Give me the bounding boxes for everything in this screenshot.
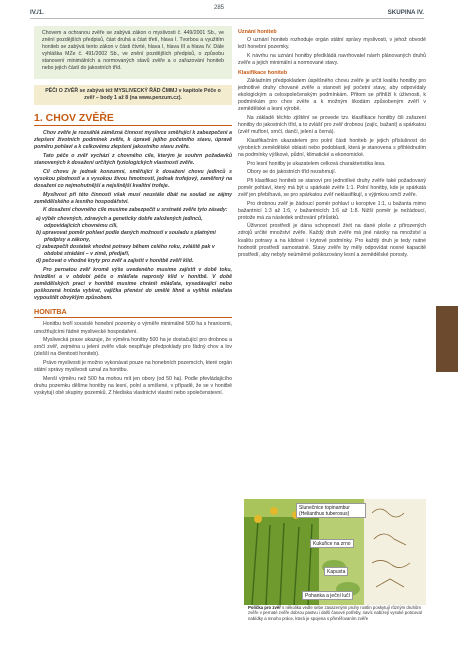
right-column — [238, 26, 426, 260]
figure-label: Pohanka a ječní lučí — [302, 591, 353, 600]
caption-text: s několika vedle sebe zasazenými pruhy rostlin poskytují různým druhům zvěře v pernaté zvěře dobrou pastvu i další časové potřeby, navíc nabízejí vysoké poticoval nabídky a mnoho práce, která je spojena s přiměřovaním zvěře — [248, 605, 422, 621]
paragraph: Na základě těchto zjištění se provede tzv. klasifikace honitby čili zařazení honitby do jakostních tříd, a to zvlášť pro zvěř drobnou (zajíc, bažant) a spárkatou (zvěř mufloní, srnčí, dančí, jelení a černá). — [238, 115, 426, 136]
paragraph: Klasifikačním ukazatelem pro polní části honiteb je jejich příslušnost do výrobních zemědělské oblasti nebo podoblasti, která je stanovena s přihlédnutím na podmínky výškové, půdní, klimatické a ekonomické. — [238, 137, 426, 158]
subsection-title: HONITBA — [34, 307, 232, 318]
paragraph: Menší výměru než 500 ha mohou mít jen obory (od 50 ha). Podle převládajícího druhu pozemku dělíme honitby na lesní, polní a smíšené, v případě, že se v honitbě vyskytují obě skupiny pozemků. Z hlediska vlastnictví vlastní nebo společenstevní. — [34, 375, 232, 396]
paragraph: Cíl chovu je jednak konzumní, směřující k dosažení chovu jedinců s vysokou plodností a s vysokou živou hmotností, jednak trofejový, zaměřený na dosažení co nejmohutnější a nejsilnější kvalitní trofeje. — [34, 168, 232, 189]
paragraph: Pro drobnou zvěř je žádoucí poměr pohlaví u koroptve 1:1, u bažanta mimo bažantnicí 1:3 až 1:6, v bažantnicích 1:6 až 1:8. Nižší poměr je nežádoucí, protože má za následek snižování přírůstků. — [238, 200, 426, 221]
paragraph: O uznání honiteb rozhoduje orgán státní správy myslivosti, v jehož obvodě leží honební pozemky. — [238, 37, 426, 51]
heading-classification: Klasifikace honiteb — [238, 69, 288, 76]
paragraph: Právo myslivosti je možno vykonávat pouze na honebních pozemcích, které orgán státní správy myslivosti uznal za honitbu. — [34, 359, 232, 373]
page-number: 285 — [214, 5, 225, 11]
paragraph: Pro pernatou zvěř kromě výše uvedeného musíme zajistit v době toku, hnízdění a v období péče o mláďata naprostý klid v honitbě. V době zemědělských prací v honitbě musíme chránit mláďata, vysedávající nebo poškozená hnízda vybírat, vajíčka přenést do umělé líhně a vylíhlá mláďata vypouštět obvyklým způsobem. — [34, 266, 232, 302]
principles-list — [34, 216, 232, 266]
law-info-box — [34, 26, 232, 79]
law-info-text: Chovem a ochranou zvěře se zabývá zákon o myslivosti č. 449/2001 Sb., ve znění pozdějších předpisů, část druhá a část třetí, hlava I. Tvorbou a využitím honiteb se zabývá tento zákon v části čtvrté, hlava I, hlava III a hlava IV. Dále vyhláška MZe č. 491/2002 Sb., ve znění pozdějších předpisů, o způsobu stanovení minimálních a normovaných stavů zvěře a o zařazování honiteb nebo jejich částí do jakostních tříd. — [42, 30, 224, 72]
paragraph: Základním předpokladem úspěšného chovu zvěře je určit kvalitu honitby pro jednotlivé druhy chované zvěře a stanovit její početní stavy, aby odpovídaly ekologickým a celospolečenským podmínkám. Přitom se přihlíží k úživnosti, k podmínkám pro chov zvěře a k možným škodám způsobeným zvěří v zemědělské a lesní výrobě. — [238, 78, 426, 113]
header-section: IV./1. — [30, 9, 44, 16]
ad-note: PĚČI O ZVĚŘ se zabývá též MYSLIVECKÝ ŘÁD ČMMJ v kapitole Péče o zvěř – body 1 až 8 (na www.penzum.cz). — [34, 85, 232, 105]
chapter-tab — [436, 306, 458, 372]
paragraph: Úživnost prostředí je dána schopností živit na dané ploše z přirozených zdrojů určité množství zvěře. Každý druh zvěře má jiné nároky na množství a kvalitu potravy a na klidové i krytové podmínky. Pro každý druh je tedy nutné hodnotit prostředí samostatně. Stavy zvěře by měly odpovídat nosné kapacitě prostředí, aby nebyly neúměrně poškozovány lesní a zemědělské porosty. — [238, 223, 426, 258]
heading-recognition: Uznání honiteb — [238, 29, 277, 35]
list-item: c) zabezpečit dostatek vhodné potravy během celého roku, zvláště pak v obdobé strádání – v zimě, předjaří, — [36, 244, 215, 258]
page-header — [0, 0, 458, 20]
list-item: b) upravovat poměr pohlaví podle daných možností v souladu s platnými předpisy a zákony, — [36, 229, 216, 244]
paragraph: Při klasifikaci honiteb se stanoví pro jednotlivé druhy zvěře také požadovaný poměr pohlaví, který má být u spárkaté zvěře 1:1. Polní honitby, kde je spárkatá zvěř jen přebíhavá, se pro spárkatou zvěř neklasifikují, s výjimkou srnčí zvěře. — [238, 177, 426, 198]
paragraph: Pro lesní honitby je ukazatelem celková charakteristika lesa. — [247, 160, 386, 167]
paragraph: Tato péče o zvěř vychází z chovného cíle, kterým je souhrn požadavků stanovených k dosažení určitých fyziologických vlastností zvěře. — [34, 153, 232, 167]
paragraph: Obory se do jakostních tříd nezahrnují. — [247, 169, 337, 176]
caption-title: Políčka pro zvěř — [248, 605, 281, 610]
figure-label: Slunečnice topinambur (Helianthus tuberosus) — [296, 503, 366, 518]
figure-caption — [248, 605, 426, 621]
paragraph: K návrhu na uznání honitby předkládá navrhovatel návrh plánovaných druhů zvěře a jejich minimální a normované stavy. — [238, 52, 426, 66]
paragraph: K dosažení chovného cíle musíme zabezpečit u srstnaté zvěře tyto zásady: — [43, 207, 228, 214]
left-column — [34, 26, 232, 398]
paragraph: Honitbu tvoří souvislé honební pozemky o výměře minimálně 500 ha s hranicemi, umožňujícími řádné myslivecké hospodaření. — [34, 321, 232, 335]
list-item: d) pečovat o vhodné kryty pro zvěř a zajistit v honitbě zvěři klid. — [36, 258, 194, 265]
section-title: 1. CHOV ZVĚŘE — [34, 112, 232, 126]
figure-label: Kapusta — [324, 567, 348, 576]
figure-label: Kukuřice na zrno — [310, 539, 354, 548]
paragraph: Myslivost při této činnosti však musí neustále dbát na soulad se zájmy zemědělského a lesního hospodářství. — [34, 191, 232, 205]
paragraph: Myslivecká praxe ukazuje, že výměra honitby 500 ha je dostačující pro drobnou a srnčí zvěř, zejména u jelení zvěře však nesplňuje předpoklady pro řádný chov a lov (zlešší na členitosti honiteb). — [34, 337, 232, 358]
header-divider — [30, 18, 424, 19]
list-item: a) výběr chovných, zdravých a geneticky dobře založených jedinců, odpovídajících chovnému cíli, — [36, 215, 203, 229]
header-group: SKUPINA IV. — [387, 9, 424, 16]
paragraph: Chov zvěře je rozsáhlá zámězná činnost myslivce směřující k zabezpečení a zlepšení životních podmínek zvěře, k úpravě jejího početního stavu, úpravě poměru pohlaví a k celkovému zlepšení jakostního stavu zvěře. — [34, 130, 232, 151]
